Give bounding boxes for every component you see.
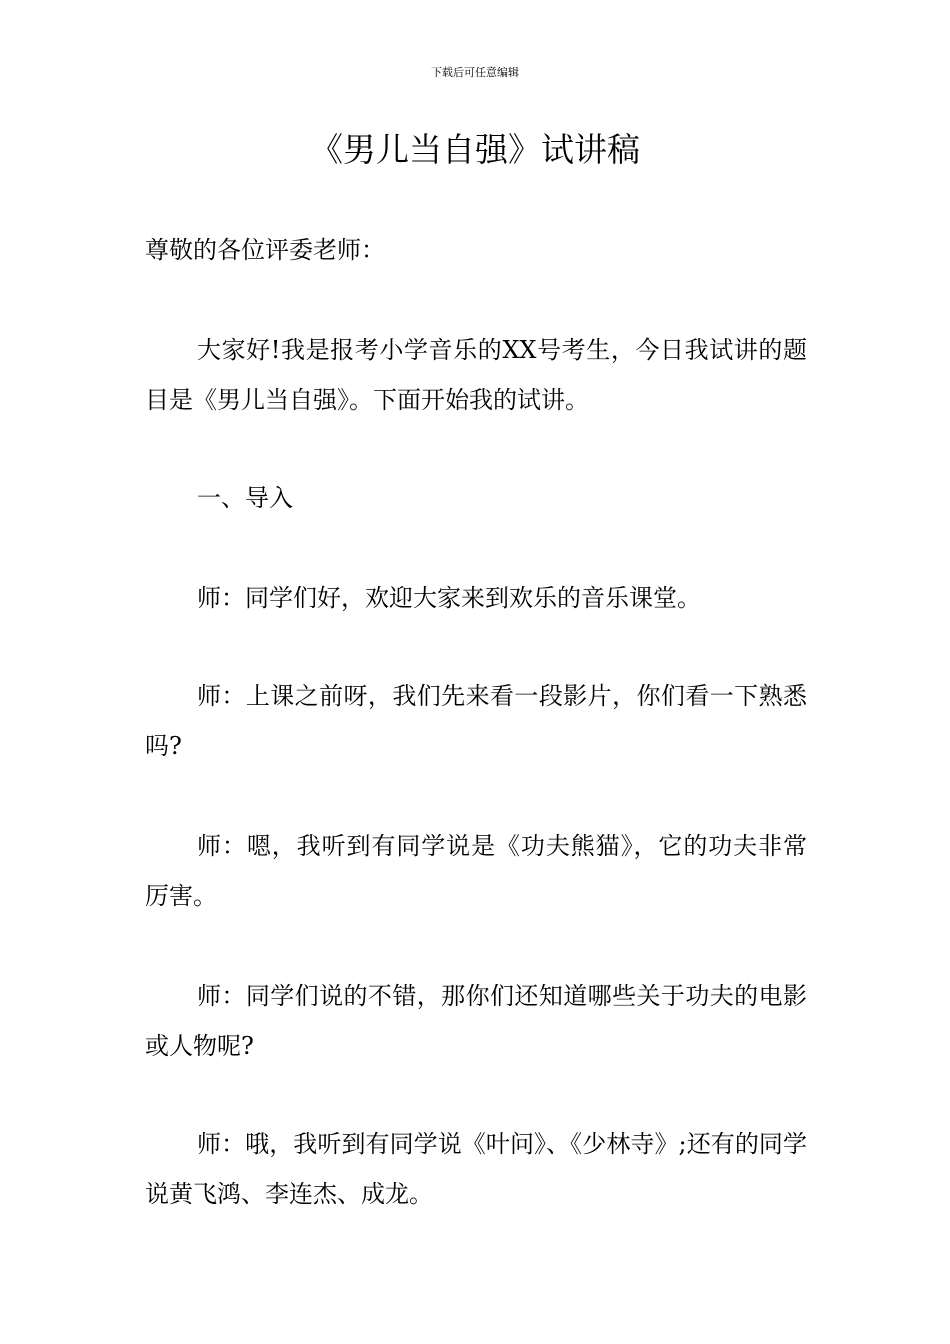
paragraph-greeting: 师：同学们好，欢迎大家来到欢乐的音乐课堂。 — [197, 584, 701, 612]
header-note: 下载后可任意编辑 — [431, 66, 519, 79]
document-title: 《男儿当自强》试讲稿 — [310, 130, 640, 169]
paragraph-movies-answer: 师：哦，我听到有同学说《叶问》、《少林寺》;还有的同学说黄飞鸿、李连杰、成龙。 — [145, 1130, 807, 1208]
paragraph-movies-question: 师：同学们说的不错，那你们还知道哪些关于功夫的电影或人物呢? — [145, 982, 807, 1060]
paragraph-section-heading: 一、导入 — [197, 484, 293, 512]
paragraph-intro: 大家好!我是报考小学音乐的XX号考生，今日我试讲的题目是《男儿当自强》。下面开始我的试讲。 — [145, 336, 807, 414]
paragraph-kungfu-panda: 师：嗯，我听到有同学说是《功夫熊猫》，它的功夫非常厉害。 — [145, 832, 807, 910]
salutation: 尊敬的各位评委老师： — [145, 236, 385, 264]
paragraph-video: 师：上课之前呀，我们先来看一段影片，你们看一下熟悉吗? — [145, 682, 807, 760]
